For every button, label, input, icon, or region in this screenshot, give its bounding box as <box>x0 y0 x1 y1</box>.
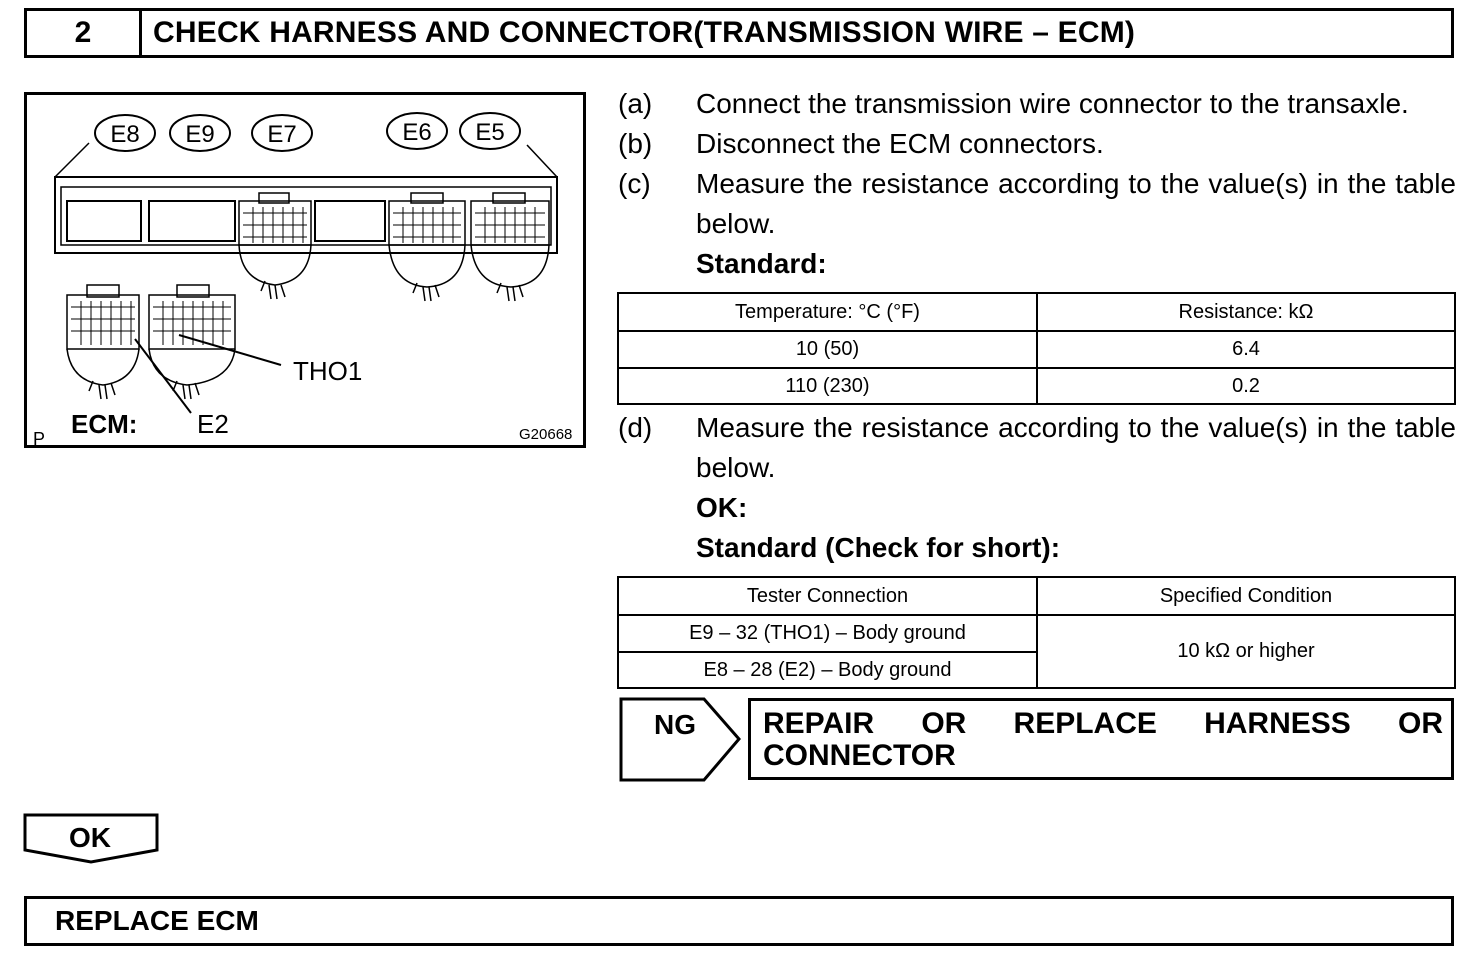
step-c-text: Measure the resistance according to the value(s) in the table below. <box>696 168 1456 239</box>
connector-label-e6: E6 <box>402 119 432 146</box>
step-title: CHECK HARNESS AND CONNECTOR(TRANSMISSION WIRE – ECM) <box>153 16 1136 49</box>
table2-condition-cell: 10 kΩ or higher <box>1037 615 1455 688</box>
step-a-letter: (a) <box>618 88 653 119</box>
ok-label: OK: <box>696 492 748 523</box>
step-number: 2 <box>27 11 142 55</box>
table1-header-temperature: Temperature: °C (°F) <box>618 293 1037 331</box>
step-header <box>24 8 1454 58</box>
ng-word: REPAIR <box>763 707 875 740</box>
ng-word: HARNESS <box>1204 707 1351 740</box>
table1-cell: 110 (230) <box>618 368 1037 404</box>
ok-result-label: OK <box>69 822 111 853</box>
table1-header-resistance: Resistance: kΩ <box>1037 293 1455 331</box>
table2-cell: E8 – 28 (E2) – Body ground <box>618 652 1037 688</box>
table2-header-condition: Specified Condition <box>1037 577 1455 615</box>
replace-ecm-box <box>24 896 1454 946</box>
e2-label: E2 <box>197 409 229 439</box>
connector-label-e8: E8 <box>110 121 140 148</box>
step-a-text: Connect the transmission wire connector to the transaxle. <box>696 88 1409 119</box>
table1-cell: 0.2 <box>1037 368 1455 404</box>
ng-label: NG <box>654 709 696 740</box>
connector-label-e7: E7 <box>267 121 297 148</box>
ng-result-line1 <box>763 707 1443 741</box>
step-b-text: Disconnect the ECM connectors. <box>696 128 1104 159</box>
step-b-letter: (b) <box>618 128 653 159</box>
ng-result-box <box>748 698 1454 780</box>
ng-word: OR <box>1398 707 1443 740</box>
replace-ecm-text: REPLACE ECM <box>55 905 259 936</box>
ng-word: OR <box>921 707 967 740</box>
tho1-label: THO1 <box>293 356 363 386</box>
step-d-letter: (d) <box>618 412 653 443</box>
connector-label-e5: E5 <box>475 119 505 146</box>
resistance-table <box>617 292 1456 405</box>
table1-cell: 6.4 <box>1037 331 1455 368</box>
ecm-connector-drawing <box>27 95 583 445</box>
step-d-text: Measure the resistance according to the value(s) in the table below. <box>696 412 1456 483</box>
table1-cell: 10 (50) <box>618 331 1037 368</box>
step-c-letter: (c) <box>618 168 651 199</box>
ng-arrow <box>618 696 744 784</box>
connector-label-e9: E9 <box>185 121 215 148</box>
standard-short-label: Standard (Check for short): <box>696 532 1061 563</box>
table2-cell: E9 – 32 (THO1) – Body ground <box>618 615 1037 652</box>
table2-header-tester: Tester Connection <box>618 577 1037 615</box>
short-check-table <box>617 576 1456 689</box>
ecm-connector-figure <box>24 92 586 448</box>
ecm-label: ECM: <box>71 409 138 439</box>
ng-result-line2: CONNECTOR <box>763 739 956 772</box>
ok-arrow <box>22 812 162 866</box>
figure-code: G20668 <box>519 426 573 443</box>
ng-word: REPLACE <box>1013 707 1157 740</box>
standard-label: Standard: <box>696 248 827 279</box>
p-label: P <box>33 429 46 445</box>
